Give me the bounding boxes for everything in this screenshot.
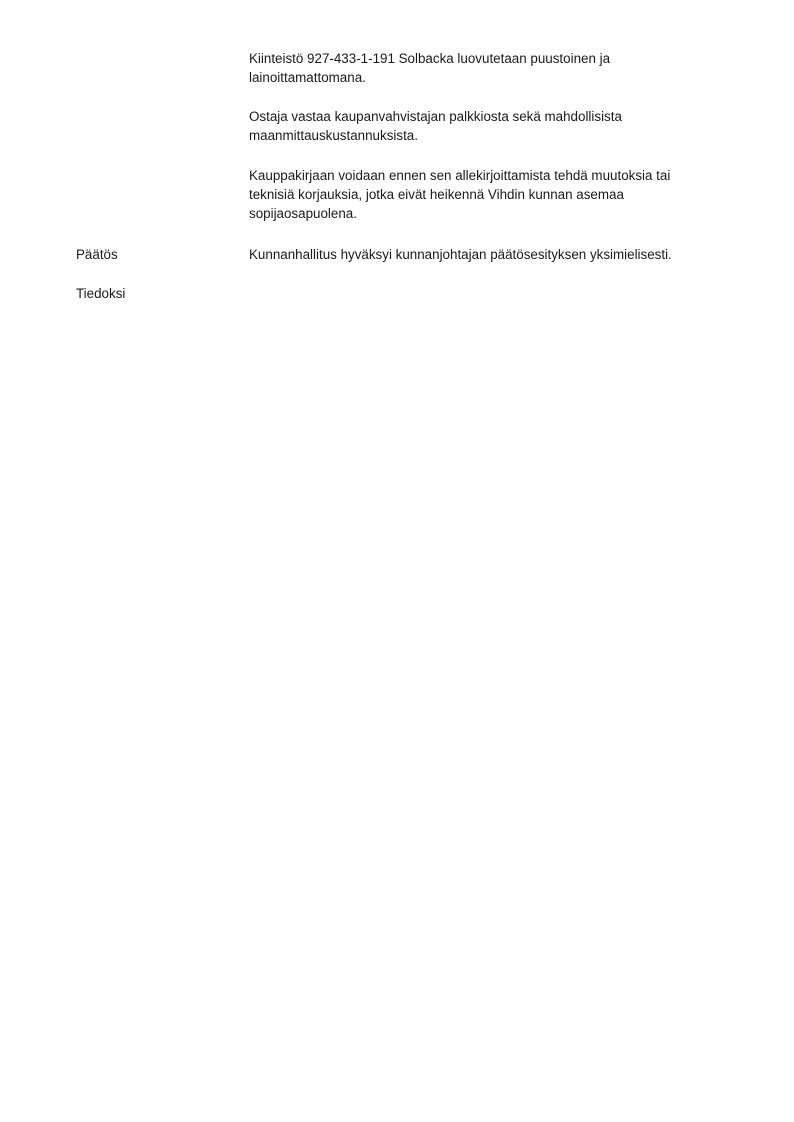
paragraph-line: maanmittauskustannuksista. [249,128,418,143]
paragraph-line: Kauppakirjaan voidaan ennen sen allekirjoittamista tehdä muutoksia tai [249,168,671,183]
paragraph-line: sopijaosapuolena. [249,206,357,221]
paragraph-line: Kiinteistö 927-433-1-191 Solbacka luovutetaan puustoinen ja [249,51,611,66]
paragraph-property-transfer [249,49,724,87]
for-information-label: Tiedoksi [76,286,126,301]
paragraph-contract-changes [249,166,724,223]
paragraph-line: teknisiä korjauksia, jotka eivät heikennä Vihdin kunnan asemaa [249,187,624,202]
paragraph-buyer-costs [249,107,724,145]
paragraph-line: Ostaja vastaa kaupanvahvistajan palkkiosta sekä mahdollisista [249,109,622,124]
decision-label: Päätös [76,247,118,262]
paragraph-line: lainoittamattomana. [249,70,366,85]
decision-text: Kunnanhallitus hyväksyi kunnanjohtajan päätösesityksen yksimielisesti. [249,247,672,262]
